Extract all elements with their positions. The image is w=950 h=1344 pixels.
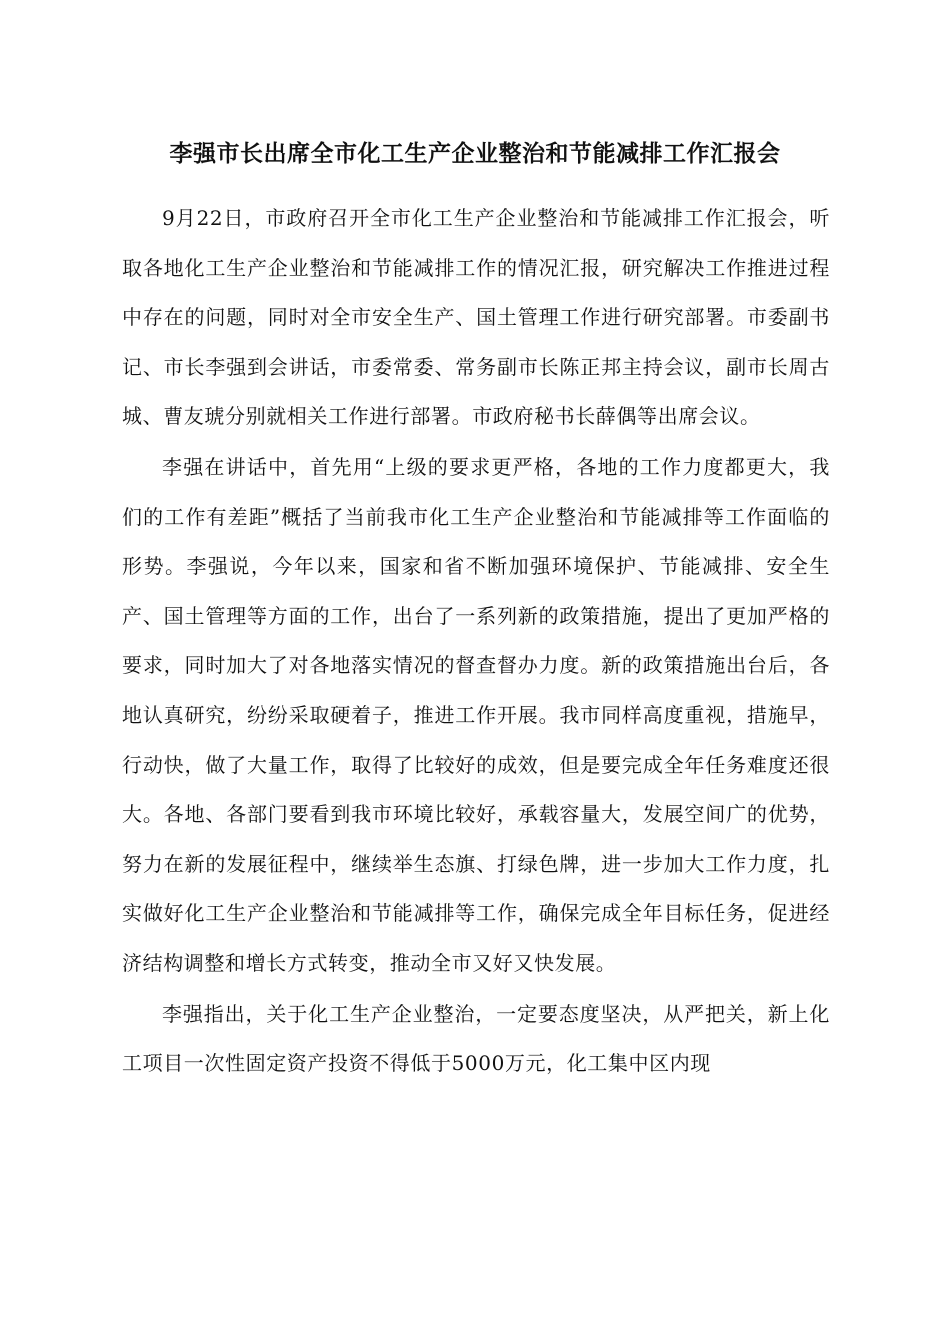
page-title: 李强市长出席全市化工生产企业整治和节能减排工作汇报会 — [169, 141, 781, 167]
paragraph-2: 李强在讲话中，首先用“上级的要求更严格，各地的工作力度都更大，我们的工作有差距”概括了当前我市化工生产企业整治和节能减排等工作面临的形势。李强说，今年以来，国家和省不断加强环境保护、节能减排、安全生产、国土管理等方面的工作，出台了一系列新的政策措施，提出了更加严格的要求，同时加大了对各地落实情况的督查督办力度。新的政策措施出台后，各地认真研究，纷纷采取硬着子，推进工作开展。我市同样高度重视，措施早，行动快，做了大量工作，取得了比较好的成效，但是要完成全年任务难度还很大。各地、各部门要看到我市环境比较好，承载容量大，发展空间广的优势，努力在新的发展征程中，继续举生态旗、打绿色牌，进一步加大工作力度，扎实做好化工生产企业整治和节能减排等工作，确保完成全年目标任务，促进经济结构调整和增长方式转变，推动全市又好又快发展。 — [122, 454, 830, 975]
paragraph-1: 9月22日，市政府召开全市化工生产企业整治和节能减排工作汇报会，听取各地化工生产企业整治和节能减排工作的情况汇报，研究解决工作推进过程中存在的问题，同时对全市安全生产、国土管理工作进行研究部署。市委副书记、市长李强到会讲话，市委常委、常务副市长陈正邦主持会议，副市长周古城、曹友琥分别就相关工作进行部署。市政府秘书长薛偶等出席会议。 — [122, 206, 830, 429]
article-body — [122, 194, 830, 1090]
paragraph-3: 李强指出，关于化工生产企业整治，一定要态度坚决，从严把关，新上化工项目一次性固定资产投资不得低于5000万元，化工集中区内现 — [122, 1001, 830, 1076]
